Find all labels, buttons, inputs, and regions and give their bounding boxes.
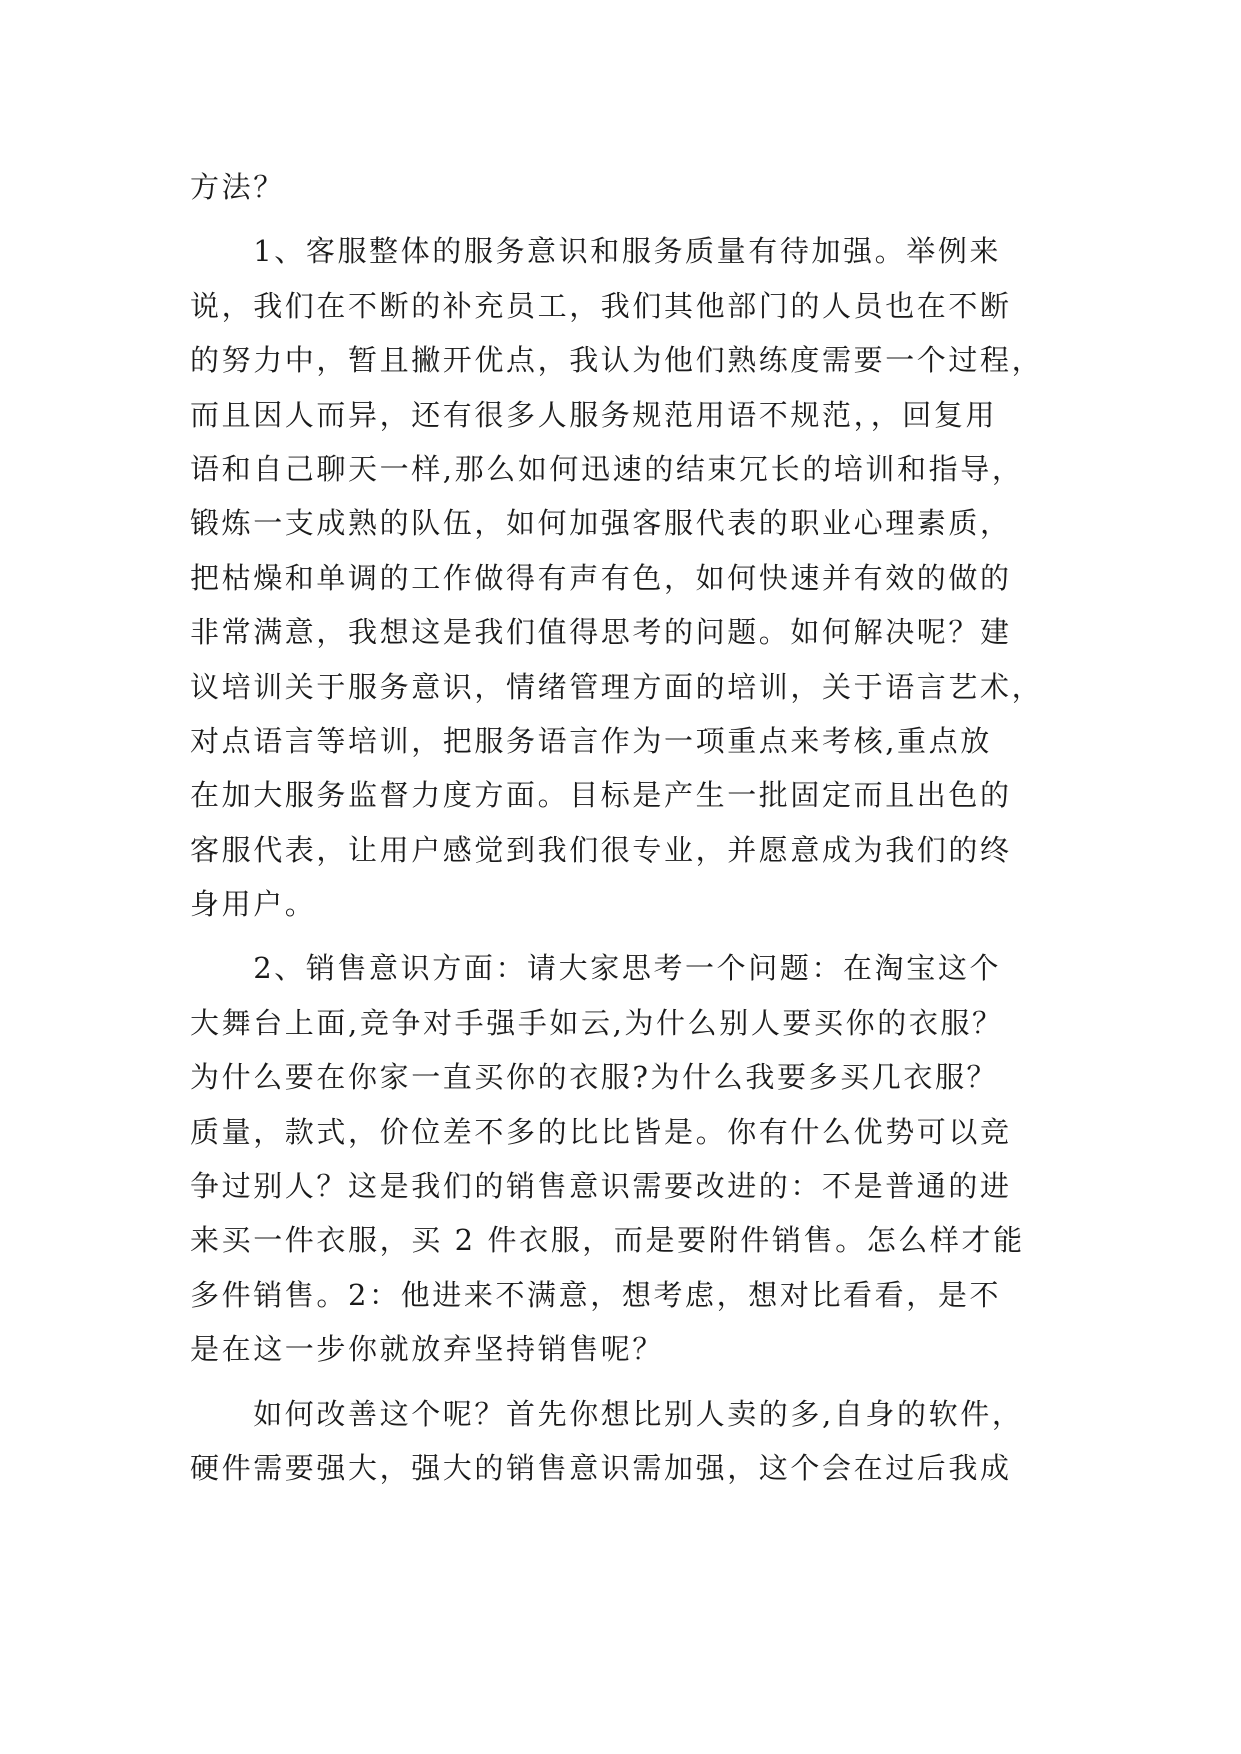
text-line: 来买一件衣服，买 2 件衣服，而是要附件销售。怎么样才能 <box>190 1223 1025 1258</box>
text-line: 大舞台上面,竞争对手强手如云,为什么别人要买你的衣服？ <box>190 1005 1004 1040</box>
text-line: 是在这一步你就放弃坚持销售呢？ <box>190 1332 665 1367</box>
text-line: 对点语言等培训，把服务语言作为一项重点来考核,重点放 <box>190 723 992 758</box>
text-line: 的努力中，暂且撇开优点，我认为他们熟练度需要一个过程， <box>190 343 1044 378</box>
text-line: 说，我们在不断的补充员工，我们其他部门的人员也在不断 <box>190 288 1012 323</box>
text-line: 语和自己聊天一样,那么如何迅速的结束冗长的培训和指导， <box>190 451 1024 486</box>
body-text <box>190 160 1050 1495</box>
text-line: 为什么要在你家一直买你的衣服?为什么我要多买几衣服？ <box>190 1060 999 1095</box>
text-line: 质量，款式，价位差不多的比比皆是。你有什么优势可以竞 <box>190 1114 1012 1149</box>
text-line: 2、销售意识方面：请大家思考一个问题：在淘宝这个 <box>190 951 1002 986</box>
text-line: 把枯燥和单调的工作做得有声有色，如何快速并有效的做的 <box>190 560 1012 595</box>
text-line: 客服代表，让用户感觉到我们很专业，并愿意成为我们的终 <box>190 832 1012 867</box>
text-line: 硬件需要强大，强大的销售意识需加强，这个会在过后我成 <box>190 1450 1012 1485</box>
text-line: 而且因人而异，还有很多人服务规范用语不规范，，回复用 <box>190 397 998 432</box>
text-line: 1、客服整体的服务意识和服务质量有待加强。举例来 <box>190 234 1002 269</box>
text-line: 锻炼一支成熟的队伍，如何加强客服代表的职业心理素质， <box>190 506 1012 541</box>
text-line: 在加大服务监督力度方面。目标是产生一批固定而且出色的 <box>190 778 1012 813</box>
text-line: 身用户。 <box>190 887 317 922</box>
text-line: 方法？ <box>190 170 285 204</box>
text-line: 非常满意，我想这是我们值得思考的问题。如何解决呢？建 <box>190 615 1012 650</box>
text-line: 争过别人？这是我们的销售意识需要改进的：不是普通的进 <box>190 1169 1012 1204</box>
text-line: 如何改善这个呢？首先你想比别人卖的多,自身的软件， <box>190 1396 1024 1431</box>
text-line: 多件销售。2：他进来不满意，想考虑，想对比看看，是不 <box>190 1277 1002 1312</box>
text-line: 议培训关于服务意识，情绪管理方面的培训，关于语言艺术， <box>190 669 1044 704</box>
